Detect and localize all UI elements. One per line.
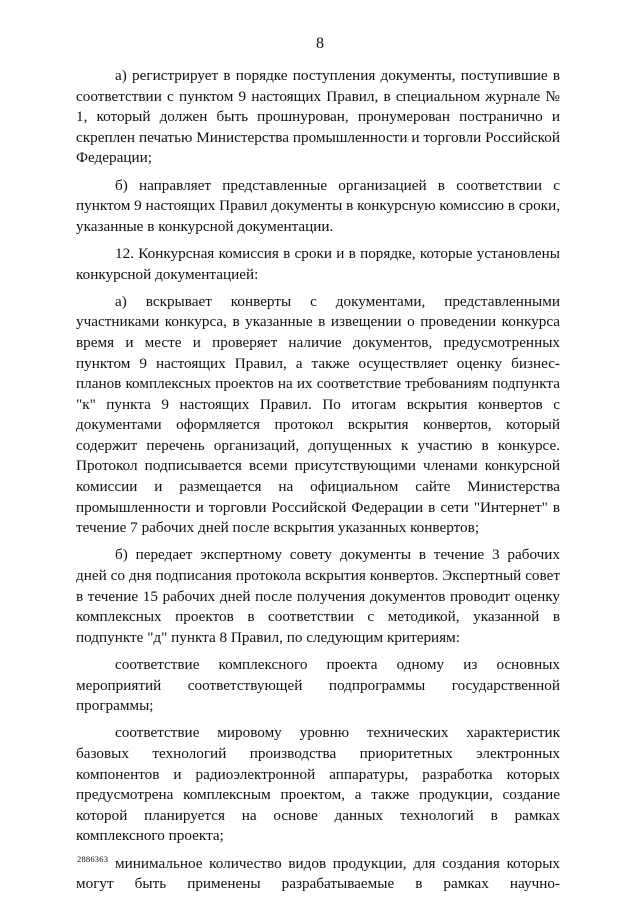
paragraph-12a: а) вскрывает конверты с документами, представленными участниками конкурса, в указанные в извещении о проведении конкурса время и месте и проверяет наличие документов, предусмотренных пунктом 9 настоящих Правил, а также осуществляет оценку бизнес-планов комплексных проектов на их соответствие требованиям подпункта "к" пункта 9 настоящих Правил. По итогам вскрытия конвертов с документами оформляется протокол вскрытия конвертов, который содержит перечень организаций, допущенных к участию в конкурсе. Протокол подписывается всеми присутствующими членами конкурсной комиссии и размещается на официальном сайте Министерства промышленности и торговли Российской Федерации в сети "Интернет" в течение 7 рабочих дней после вскрытия указанных конвертов; <box>76 292 560 537</box>
paragraph-11b: б) направляет представленные организацией в соответствии с пунктом 9 настоящих Правил документы в конкурсную комиссию в сроки, указанные в конкурсной документации. <box>76 176 560 235</box>
criterion-1: соответствие комплексного проекта одному из основных мероприятий соответствующей подпрограммы государственной программы; <box>76 656 560 715</box>
page-number: 8 <box>316 35 324 52</box>
document-code: 2886363 <box>77 854 109 864</box>
criterion-3: минимальное количество видов продукции, для создания которых могут быть применены разрабатываемые в рамках научно- <box>76 854 560 893</box>
paragraph-12: 12. Конкурсная комиссия в сроки и в порядке, которые установлены конкурсной документацией: <box>76 244 560 283</box>
document-body <box>76 66 560 901</box>
criterion-2: соответствие мировому уровню технических характеристик базовых технологий производства приоритетных электронных компонентов и радиоэлектронной аппаратуры, разработка которых предусмотрена комплексным проектом, а также продукции, создание которой планируется на основе данных технологий в рамках комплексного проекта; <box>76 724 560 845</box>
paragraph-12b: б) передает экспертному совету документы в течение 3 рабочих дней со дня подписания протокола вскрытия конвертов. Экспертный совет в течение 15 рабочих дней после получения документов проводит оценку комплексных проектов в соответствии с методикой, указанной в подпункте "д" пункта 8 Правил, по следующим критериям: <box>76 546 560 646</box>
paragraph-11a: а) регистрирует в порядке поступления документы, поступившие в соответствии с пунктом 9 настоящих Правил, в специальном журнале № 1, который должен быть прошнурован, пронумерован постранично и скреплен печатью Министерства промышленности и торговли Российской Федерации; <box>76 67 560 167</box>
